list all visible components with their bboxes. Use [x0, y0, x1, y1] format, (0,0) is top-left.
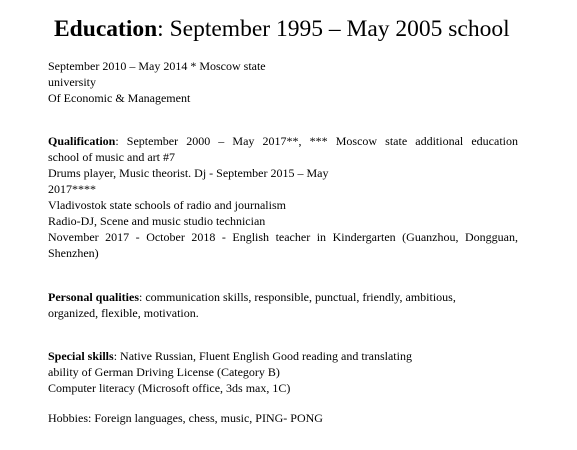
skills-line: Computer literacy (Microsoft office, 3ds max, 1C): [48, 381, 291, 395]
qualification-line: Shenzhen): [48, 246, 99, 260]
education-line: Of Economic & Management: [48, 91, 191, 105]
skills-line: ability of German Driving License (Category B): [48, 365, 280, 379]
skills-label: Special skills: [48, 349, 114, 363]
qualification-label: Qualification: [48, 134, 116, 148]
skills-first-text: : Native Russian, Fluent English Good reading and translating: [113, 349, 412, 363]
hobbies-line: Hobbies: Foreign languages, chess, music, PING- PONG: [48, 411, 323, 425]
education-school-dates: : September 1995 – May 2005 school: [157, 16, 510, 42]
qualification-line: November 2017 - October 2018 - English teacher in Kindergarten (Guanzhou, Dongguan,: [48, 230, 518, 244]
personal-qualities-section: [48, 289, 518, 321]
qualification-line: 2017****: [48, 182, 96, 196]
education-heading: [54, 14, 510, 44]
special-skills-section: [48, 348, 518, 396]
qualification-line: school of music and art #7: [48, 150, 175, 164]
qualification-line: Radio-DJ, Scene and music studio technician: [48, 214, 266, 228]
personal-line: organized, flexible, motivation.: [48, 306, 199, 320]
qualification-section: [48, 133, 518, 261]
education-line: university: [48, 75, 96, 89]
personal-label: Personal qualities: [48, 290, 140, 304]
education-section: [48, 58, 518, 106]
education-label: Education: [54, 16, 158, 42]
education-line: September 2010 – May 2014 * Moscow state: [48, 59, 266, 73]
personal-first-text: : communication skills, responsible, punctual, friendly, ambitious,: [139, 290, 456, 304]
skills-first-line: [48, 348, 518, 364]
qualification-line: Vladivostok state schools of radio and journalism: [48, 198, 286, 212]
hobbies-section: [48, 410, 518, 426]
qualification-first-line: [48, 133, 518, 149]
qualification-first-text: : September 2000 – May 2017**, *** Moscow state additional education: [115, 134, 518, 148]
qualification-line: Drums player, Music theorist. Dj - September 2015 – May: [48, 166, 329, 180]
personal-first-line: [48, 289, 518, 305]
